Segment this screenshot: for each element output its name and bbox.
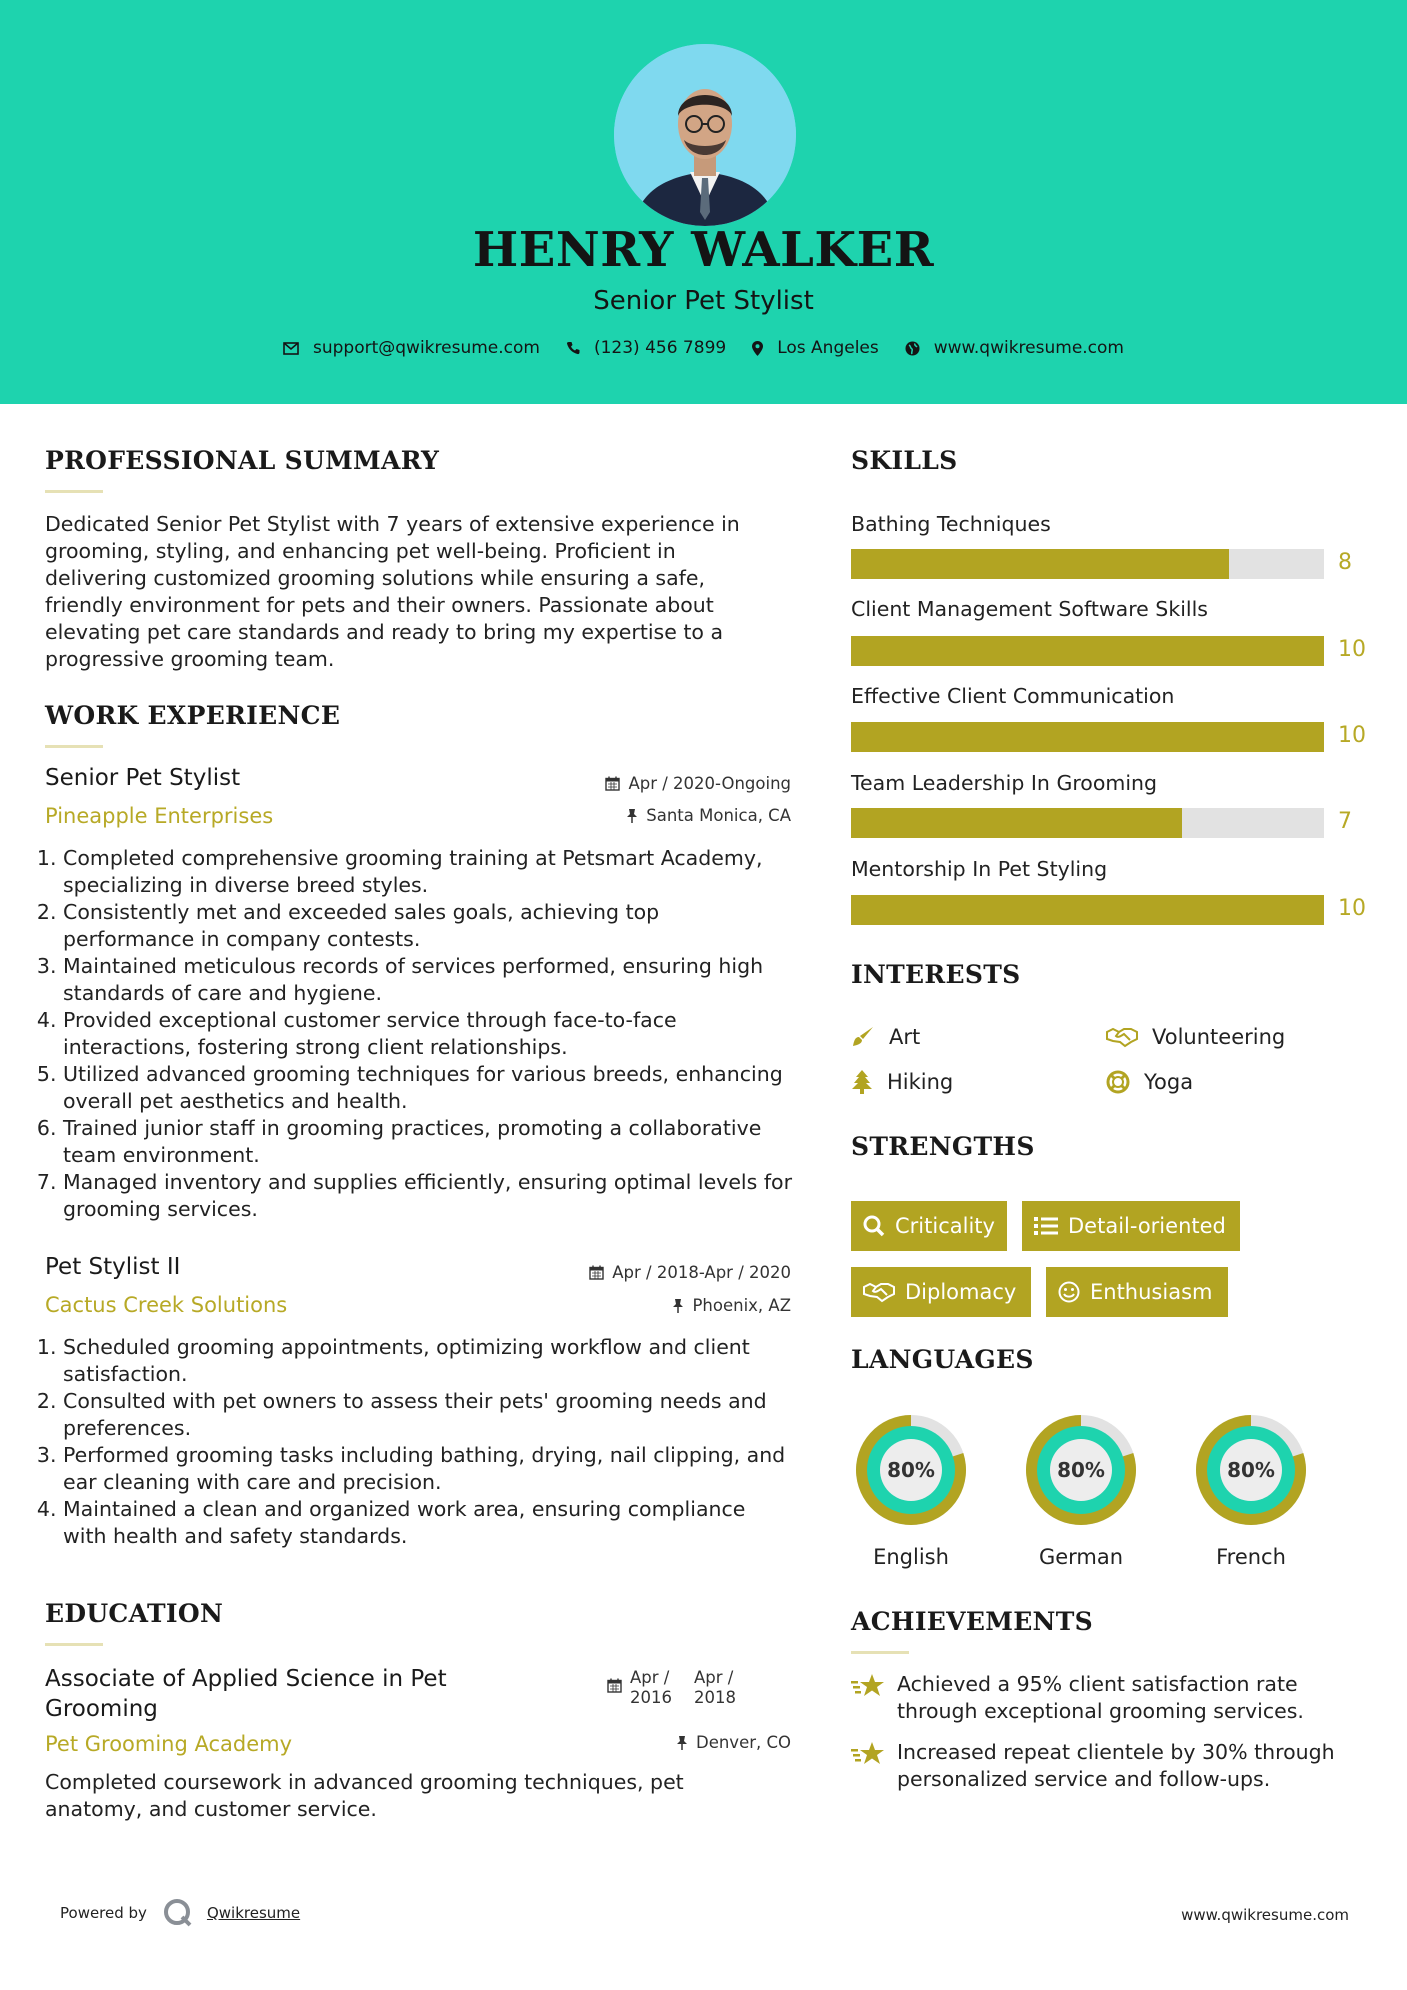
paintbrush-icon (851, 1025, 875, 1049)
education-heading: EDUCATION (45, 1599, 224, 1628)
school-name: Pet Grooming Academy (45, 1732, 293, 1756)
interest-item (851, 1025, 920, 1049)
summary-divider (45, 490, 103, 493)
website-text: www.qwikresume.com (933, 338, 1124, 358)
pin-icon (676, 1735, 688, 1750)
resume-header (0, 0, 1407, 404)
contact-location (752, 338, 879, 358)
skills-heading: SKILLS (851, 446, 958, 475)
language-name: English (873, 1545, 949, 1569)
summary-line: elevating pet care standards and ready to bring my expertise to a (45, 620, 724, 644)
list-item: 3. Performed grooming tasks including bathing, drying, nail clipping, and ear cleaning with care and precision. (63, 1442, 795, 1496)
achievement-item (851, 1739, 1357, 1793)
list-item: 2. Consistently met and exceeded sales goals, achieving top performance in company contests. (63, 899, 795, 953)
job-duties-list (45, 1334, 795, 1550)
strengths-heading: STRENGTHS (851, 1132, 1035, 1161)
list-item: 4. Maintained a clean and organized work area, ensuring compliance with health and safety standards. (63, 1496, 795, 1550)
job-dates (589, 1263, 791, 1282)
language-level: 80% (887, 1458, 935, 1482)
education-start: Apr / 2016 (630, 1668, 672, 1707)
skill-bar-fill (851, 722, 1324, 752)
interest-item (1106, 1025, 1285, 1049)
language-name: French (1216, 1545, 1286, 1569)
achievements-divider (851, 1651, 909, 1654)
skill-name: Mentorship In Pet Styling (851, 857, 1108, 881)
map-marker-icon (752, 341, 763, 356)
language-level: 80% (1227, 1458, 1275, 1482)
skill-bar (851, 808, 1324, 838)
strength-tag (1046, 1267, 1228, 1317)
list-item: 7. Managed inventory and supplies efficiently, ensuring optimal levels for grooming services. (63, 1169, 795, 1223)
handshake-icon (863, 1281, 895, 1303)
envelope-icon (283, 342, 299, 355)
job-location-text: Santa Monica, CA (646, 806, 791, 825)
list-item: 3. Maintained meticulous records of services performed, ensuring high standards of care and hygiene. (63, 953, 795, 1007)
job-title: Pet Stylist II (45, 1254, 181, 1280)
company-name: Cactus Creek Solutions (45, 1293, 288, 1317)
interest-label: Hiking (887, 1070, 954, 1094)
education-description: Completed coursework in advanced grooming techniques, pet anatomy, and customer service. (45, 1770, 684, 1821)
job-dates (605, 774, 791, 793)
skill-bar (851, 895, 1324, 925)
skill-name: Effective Client Communication (851, 684, 1175, 708)
footer-website[interactable]: www.qwikresume.com (1181, 1906, 1349, 1924)
company-name: Pineapple Enterprises (45, 804, 274, 828)
job-duties-list (45, 845, 795, 1223)
summary-line: grooming, styling, and enhancing pet well-being. Proficient in (45, 539, 676, 563)
skill-value: 7 (1338, 809, 1352, 834)
brand-link[interactable]: Qwikresume (206, 1904, 301, 1922)
skill-bar-fill (851, 895, 1324, 925)
contact-phone[interactable] (566, 338, 726, 358)
skill-name: Client Management Software Skills (851, 597, 1208, 621)
strength-tag (1022, 1201, 1240, 1251)
skill-value: 8 (1338, 550, 1352, 575)
job-dates-text: Apr / 2018-Apr / 2020 (612, 1263, 791, 1282)
skill-name: Team Leadership In Grooming (851, 771, 1158, 795)
education-dates (607, 1668, 744, 1708)
job-location (672, 1296, 791, 1315)
strength-label: Detail-oriented (1068, 1214, 1226, 1238)
strength-tag (851, 1267, 1031, 1317)
summary-line: delivering customized grooming solutions while ensuring a safe, (45, 566, 706, 590)
phone-icon (566, 341, 580, 355)
calendar-icon (607, 1678, 622, 1693)
smile-icon (1058, 1281, 1080, 1303)
skill-bar (851, 549, 1324, 579)
list-item: 6. Trained junior staff in grooming practices, promoting a collaborative team environment. (63, 1115, 795, 1169)
achievement-item (851, 1671, 1357, 1725)
strength-label: Diplomacy (905, 1280, 1017, 1304)
interest-label: Art (889, 1025, 921, 1049)
skill-bar-fill (851, 808, 1182, 838)
list-icon (1034, 1216, 1058, 1236)
globe-icon (905, 341, 920, 356)
candidate-title: Senior Pet Stylist (593, 286, 814, 316)
interest-item (1106, 1070, 1193, 1094)
footer-branding (60, 1898, 300, 1928)
tree-icon (851, 1070, 873, 1094)
education-end: Apr / 2018 (694, 1668, 736, 1707)
profile-photo (614, 44, 796, 226)
search-icon (863, 1215, 885, 1237)
skill-bar (851, 636, 1324, 666)
education-location-text: Denver, CO (695, 1733, 791, 1752)
list-item: 1. Scheduled grooming appointments, optimizing workflow and client satisfaction. (63, 1334, 795, 1388)
experience-heading: WORK EXPERIENCE (45, 701, 341, 730)
summary-line: Dedicated Senior Pet Stylist with 7 years of extensive experience in (45, 512, 740, 536)
strength-tag (851, 1201, 1007, 1251)
interest-label: Yoga (1144, 1070, 1194, 1094)
contact-email[interactable] (283, 338, 540, 358)
skill-value: 10 (1338, 637, 1366, 662)
job-location (626, 806, 791, 825)
powered-by-label: Powered by (60, 1904, 147, 1922)
contact-website[interactable] (905, 338, 1124, 358)
contact-info (0, 338, 1407, 358)
phone-text: (123) 456 7899 (593, 338, 727, 358)
email-text: support@qwikresume.com (313, 338, 540, 358)
pin-icon (626, 808, 638, 823)
qwikresume-logo-icon (163, 1898, 193, 1928)
achievements-heading: ACHIEVEMENTS (851, 1607, 1093, 1636)
summary-heading: PROFESSIONAL SUMMARY (45, 446, 440, 475)
achievement-text: Achieved a 95% client satisfaction rate through exceptional grooming services. (897, 1672, 1304, 1723)
summary-text (45, 511, 775, 673)
strength-label: Criticality (895, 1214, 995, 1238)
interest-label: Volunteering (1152, 1025, 1286, 1049)
experience-divider (45, 745, 103, 748)
pin-icon (672, 1298, 684, 1313)
list-item: 5. Utilized advanced grooming techniques for various breeds, enhancing overall pet aesthetics and health. (63, 1061, 795, 1115)
star-award-icon (851, 1741, 885, 1767)
skill-value: 10 (1338, 723, 1366, 748)
degree-name: Associate of Applied Science in Pet Grooming (45, 1666, 447, 1722)
summary-line: progressive grooming team. (45, 647, 335, 671)
achievement-text: Increased repeat clientele by 30% through personalized service and follow-ups. (897, 1740, 1335, 1791)
list-item: 2. Consulted with pet owners to assess their pets' grooming needs and preferences. (63, 1388, 795, 1442)
skill-bar (851, 722, 1324, 752)
skill-value: 10 (1338, 896, 1366, 921)
star-award-icon (851, 1673, 885, 1699)
handshake-icon (1106, 1026, 1138, 1048)
job-dates-text: Apr / 2020-Ongoing (628, 774, 791, 793)
skill-bar-fill (851, 549, 1229, 579)
location-text: Los Angeles (777, 338, 879, 358)
education-divider (45, 1643, 103, 1646)
calendar-icon (589, 1265, 604, 1280)
list-item: 4. Provided exceptional customer service through face-to-face interactions, fostering strong client relationships. (63, 1007, 795, 1061)
interest-item (851, 1070, 953, 1094)
summary-line: friendly environment for pets and their owners. Passionate about (45, 593, 714, 617)
language-level: 80% (1057, 1458, 1105, 1482)
job-location-text: Phoenix, AZ (692, 1296, 791, 1315)
list-item: 1. Completed comprehensive grooming training at Petsmart Academy, specializing in diverse breed styles. (63, 845, 795, 899)
calendar-icon (605, 776, 620, 791)
candidate-name: HENRY WALKER (472, 222, 935, 278)
job-title: Senior Pet Stylist (45, 765, 241, 791)
strength-label: Enthusiasm (1090, 1280, 1213, 1304)
life-ring-icon (1106, 1070, 1130, 1094)
interests-heading: INTERESTS (851, 960, 1021, 989)
skill-name: Bathing Techniques (851, 512, 1051, 536)
skill-bar-fill (851, 636, 1324, 666)
education-location (676, 1733, 791, 1752)
language-name: German (1038, 1545, 1124, 1569)
languages-heading: LANGUAGES (851, 1345, 1034, 1374)
